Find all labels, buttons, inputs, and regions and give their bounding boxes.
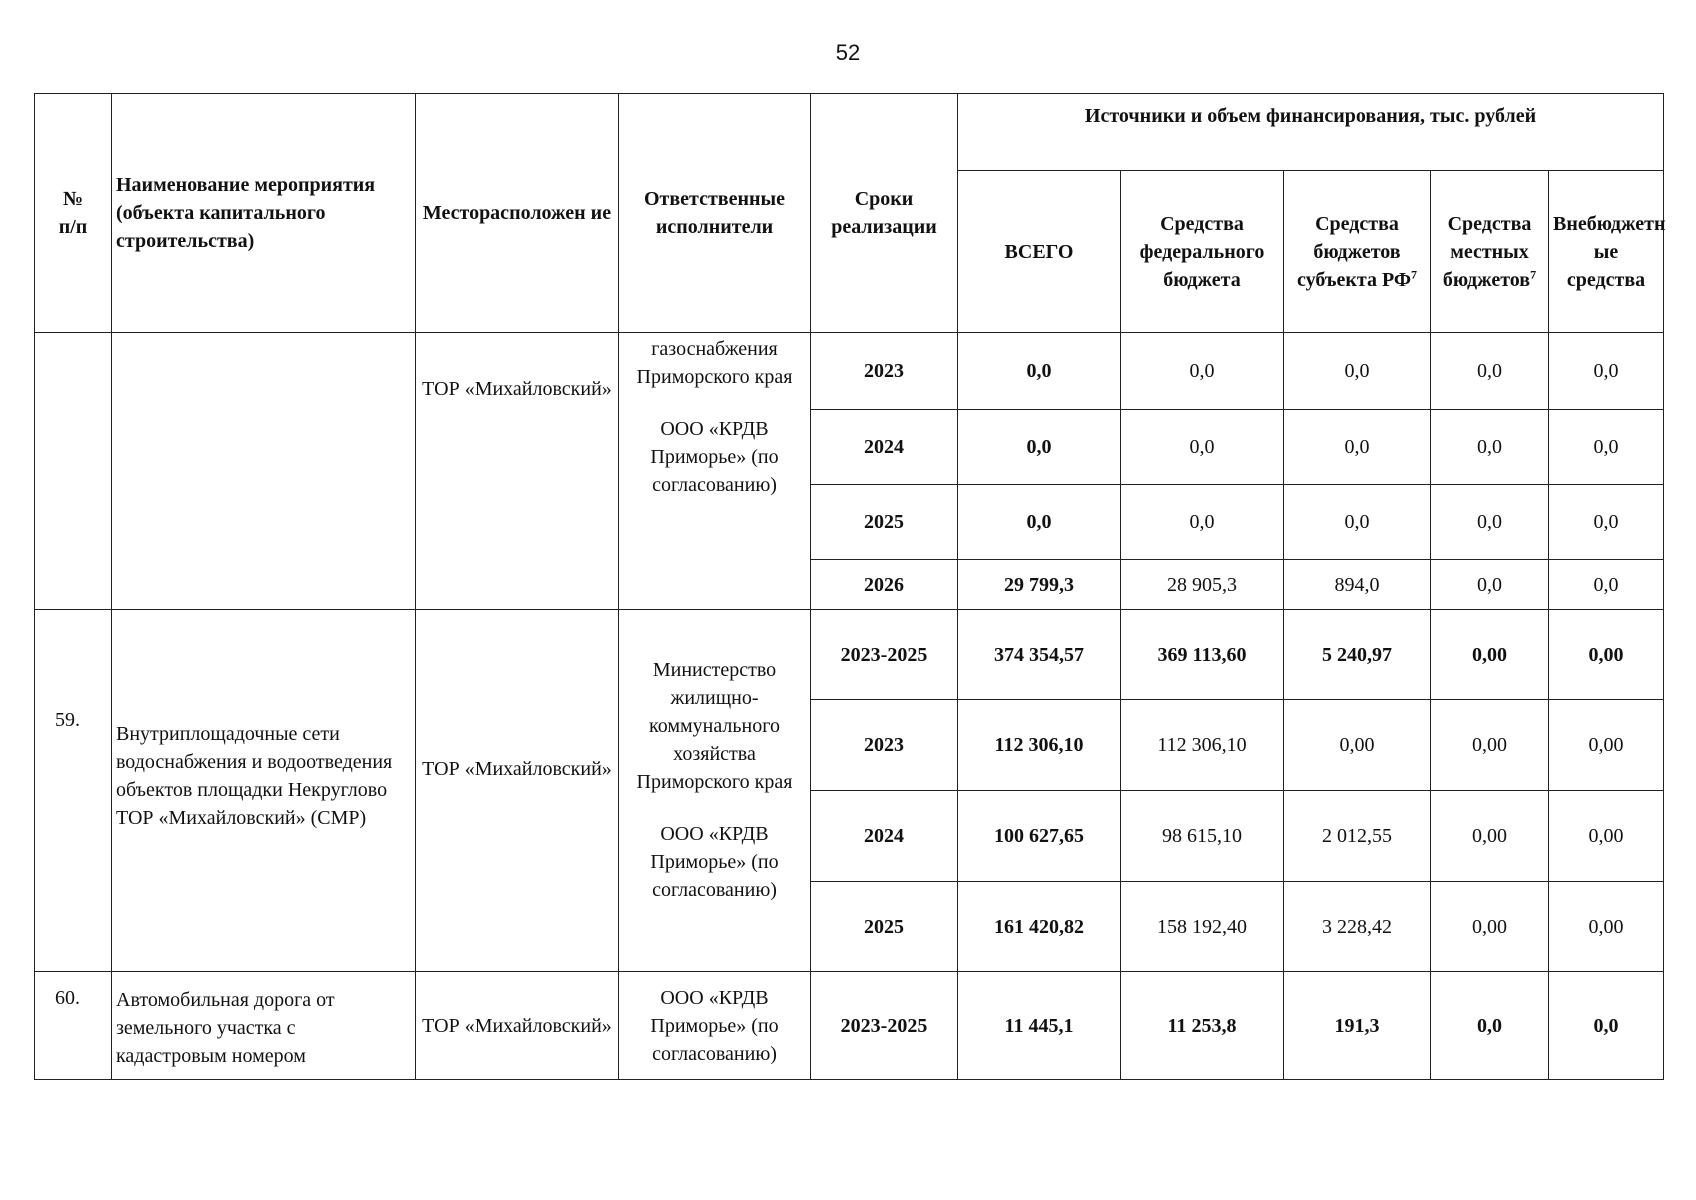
header-federal: Средства федерального бюджета xyxy=(1121,171,1284,333)
header-period: Сроки реализации xyxy=(811,94,958,333)
federal-cell: 11 253,8 xyxy=(1121,972,1284,1080)
executor: ООО «КРДВ Приморье» (по согласованию) xyxy=(650,418,779,496)
executor: Министерство жилищно-коммунального хозяйства Приморского края xyxy=(636,659,793,793)
header-num: № п/п xyxy=(35,94,112,333)
total-cell: 374 354,57 xyxy=(958,610,1121,700)
extra-cell: 0,00 xyxy=(1549,610,1664,700)
subject-cell: 3 228,42 xyxy=(1284,882,1431,972)
header-subject xyxy=(1284,171,1431,333)
subject-cell: 0,0 xyxy=(1284,410,1431,485)
executor: ООО «КРДВ Приморье» (по согласованию) xyxy=(650,986,779,1065)
period-cell: 2024 xyxy=(811,791,958,882)
period-cell: 2023 xyxy=(811,333,958,410)
event-name: Автомобильная дорога от земельного участка с кадастровым номером xyxy=(112,972,416,1080)
total-cell: 0,0 xyxy=(958,410,1121,485)
local-cell: 0,00 xyxy=(1431,791,1549,882)
row-number: 59. xyxy=(35,610,112,972)
table-row xyxy=(35,972,1664,1080)
subject-cell: 191,3 xyxy=(1284,972,1431,1080)
header-location: Месторасположен ие xyxy=(416,94,619,333)
location: ТОР «Михайловский» xyxy=(416,972,619,1080)
period-cell: 2023-2025 xyxy=(811,610,958,700)
header-sources: Источники и объем финансирования, тыс. рублей xyxy=(958,94,1664,171)
total-cell: 161 420,82 xyxy=(958,882,1121,972)
extra-cell: 0,00 xyxy=(1549,882,1664,972)
local-cell: 0,00 xyxy=(1431,882,1549,972)
federal-cell: 0,0 xyxy=(1121,485,1284,560)
header-subject-text: Средства бюджетов субъекта РФ xyxy=(1296,212,1412,291)
header-extra: Внебюджетн ые средства xyxy=(1549,171,1664,333)
event-name xyxy=(112,333,416,610)
header-local-footnote: 7 xyxy=(1530,266,1537,281)
federal-cell: 0,0 xyxy=(1121,410,1284,485)
executors xyxy=(619,610,811,972)
local-cell: 0,0 xyxy=(1431,410,1549,485)
total-cell: 29 799,3 xyxy=(958,560,1121,610)
row-number xyxy=(35,333,112,610)
location: ТОР «Михайловский» xyxy=(416,610,619,972)
local-cell: 0,0 xyxy=(1431,485,1549,560)
subject-cell: 2 012,55 xyxy=(1284,791,1431,882)
extra-cell: 0,0 xyxy=(1549,410,1664,485)
executor: ООО «КРДВ Приморье» (по согласованию) xyxy=(650,823,779,901)
period-cell: 2025 xyxy=(811,882,958,972)
federal-cell: 28 905,3 xyxy=(1121,560,1284,610)
subject-cell: 0,0 xyxy=(1284,333,1431,410)
period-cell: 2023-2025 xyxy=(811,972,958,1080)
federal-cell: 0,0 xyxy=(1121,333,1284,410)
subject-cell: 894,0 xyxy=(1284,560,1431,610)
federal-cell: 158 192,40 xyxy=(1121,882,1284,972)
header-executors: Ответственные исполнители xyxy=(619,94,811,333)
subject-cell: 5 240,97 xyxy=(1284,610,1431,700)
extra-cell: 0,0 xyxy=(1549,560,1664,610)
header-total: ВСЕГО xyxy=(958,171,1121,333)
table-row xyxy=(35,610,1664,700)
local-cell: 0,00 xyxy=(1431,610,1549,700)
federal-cell: 112 306,10 xyxy=(1121,700,1284,791)
period-cell: 2025 xyxy=(811,485,958,560)
extra-cell: 0,0 xyxy=(1549,485,1664,560)
subject-cell: 0,0 xyxy=(1284,485,1431,560)
financing-table xyxy=(34,93,1664,1080)
page-number: 52 xyxy=(835,40,861,65)
local-cell: 0,0 xyxy=(1431,560,1549,610)
extra-cell: 0,00 xyxy=(1549,700,1664,791)
header-subject-footnote: 7 xyxy=(1411,266,1418,281)
header-local-text: Средства местных бюджетов xyxy=(1442,212,1532,291)
row-number: 60. xyxy=(35,972,112,1080)
extra-cell: 0,00 xyxy=(1549,791,1664,882)
event-name: Внутриплощадочные сети водоснабжения и водоотведения объектов площадки Некруглово ТОР «Михайловский» (СМР) xyxy=(112,610,416,972)
executors xyxy=(619,972,811,1080)
period-cell: 2024 xyxy=(811,410,958,485)
local-cell: 0,0 xyxy=(1431,972,1549,1080)
table-body xyxy=(35,333,1664,1080)
table-row xyxy=(35,333,1664,410)
header-name: Наименование мероприятия (объекта капитального строительства) xyxy=(112,94,416,333)
total-cell: 112 306,10 xyxy=(958,700,1121,791)
executors xyxy=(619,333,811,610)
period-cell: 2023 xyxy=(811,700,958,791)
total-cell: 100 627,65 xyxy=(958,791,1121,882)
extra-cell: 0,0 xyxy=(1549,972,1664,1080)
header-local xyxy=(1431,171,1549,333)
subject-cell: 0,00 xyxy=(1284,700,1431,791)
total-cell: 0,0 xyxy=(958,333,1121,410)
local-cell: 0,00 xyxy=(1431,700,1549,791)
federal-cell: 98 615,10 xyxy=(1121,791,1284,882)
extra-cell: 0,0 xyxy=(1549,333,1664,410)
total-cell: 0,0 xyxy=(958,485,1121,560)
total-cell: 11 445,1 xyxy=(958,972,1121,1080)
federal-cell: 369 113,60 xyxy=(1121,610,1284,700)
local-cell: 0,0 xyxy=(1431,333,1549,410)
period-cell: 2026 xyxy=(811,560,958,610)
location: ТОР «Михайловский» xyxy=(416,333,619,610)
executor: газоснабжения Приморского края xyxy=(636,338,793,388)
